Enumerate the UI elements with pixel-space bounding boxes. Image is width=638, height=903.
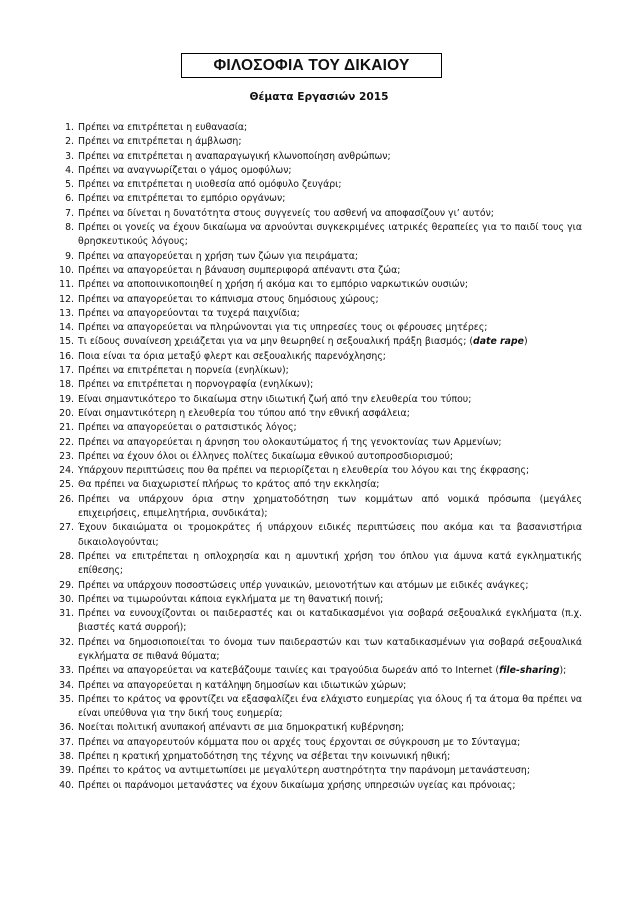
topic-question: Πρέπει να υπάρχουν ποσοστώσεις υπέρ γυναικών, μειονοτήτων και ατόμων με ειδικές ανάγκες; [78, 579, 529, 591]
topic-number: 19. [59, 393, 74, 405]
topic-item [56, 321, 582, 335]
topic-text [78, 421, 582, 435]
topic-text [78, 407, 582, 421]
topic-question: Πρέπει να αποποινικοποιηθεί η χρήση ή ακόμα και το εμπόριο ναρκωτικών ουσιών; [78, 279, 468, 291]
topic-item [56, 679, 582, 693]
topic-question: Νοείται πολιτική ανυπακοή απέναντι σε μια δημοκρατική κυβέρνηση; [78, 722, 405, 734]
topic-item [56, 521, 582, 550]
topic-item [56, 250, 582, 264]
topic-item [56, 421, 582, 435]
topic-item [56, 579, 582, 593]
document-subtitle: Θέματα Εργασιών 2015 [249, 91, 389, 103]
topic-number: 16. [59, 350, 74, 362]
topic-text [78, 335, 582, 349]
topic-number: 25. [59, 479, 74, 491]
topic-number: 32. [59, 636, 74, 648]
topic-text [78, 664, 582, 678]
topic-number: 6. [65, 193, 74, 205]
topic-number: 14. [59, 322, 74, 334]
topic-text [78, 393, 582, 407]
topic-question: Πρέπει να απαγορεύεται η άρνηση του ολοκαυτώματος ή της γενοκτονίας των Αρμενίων; [78, 436, 502, 448]
topic-item [56, 293, 582, 307]
topic-text [78, 192, 582, 206]
topic-number: 21. [59, 422, 74, 434]
topic-item [56, 464, 582, 478]
topic-question: Πρέπει να επιτρέπεται η αναπαραγωγική κλωνοποίηση ανθρώπων; [78, 150, 391, 162]
topic-question: Πρέπει οι γονείς να έχουν δικαίωμα να αρνούνται συγκεκριμένες ιατρικές θεραπείες για το παιδί τους για θρησκευτικούς λόγους; [78, 222, 582, 248]
topic-question: Πρέπει να απαγορεύεται το κάπνισμα στους δημόσιους χώρους; [78, 293, 379, 305]
topic-text [78, 436, 582, 450]
topic-number: 7. [65, 207, 74, 219]
topic-number: 27. [59, 522, 74, 534]
topic-number: 30. [59, 593, 74, 605]
topic-number: 20. [59, 407, 74, 419]
topic-number: 33. [59, 665, 74, 677]
topic-item [56, 207, 582, 221]
topic-text [78, 693, 582, 722]
topic-number: 31. [59, 608, 74, 620]
document-title: ΦΙΛΟΣΟΦΙΑ ΤΟΥ ΔΙΚΑΙΟΥ [213, 56, 410, 74]
topic-question: Πρέπει να δημοσιοποιείται το όνομα των παιδεραστών και των καταδικασμένων για σοβαρά σεξουαλικά εγκλήματα σε πιθανά θύματα; [78, 636, 582, 662]
topic-number: 40. [59, 779, 74, 791]
topic-question: Πρέπει να επιτρέπεται το εμπόριο οργάνων; [78, 193, 286, 205]
topic-number: 34. [59, 679, 74, 691]
topic-text [78, 207, 582, 221]
topic-text [78, 493, 582, 522]
topic-question: Πρέπει να απαγορεύεται να πληρώνονται για τις υπηρεσίες τους οι φέρουσες μητέρες; [78, 322, 488, 334]
topic-question: Πρέπει οι παράνομοι μετανάστες να έχουν δικαίωμα χρήσης υπηρεσιών υγείας και πρόνοιας; [78, 779, 516, 791]
topic-number: 28. [59, 550, 74, 562]
title-box [181, 53, 442, 78]
topic-question: Είναι σημαντικότερο το δικαίωμα στην ιδιωτική ζωή από την ελευθερία του τύπου; [78, 393, 472, 405]
topic-item [56, 393, 582, 407]
topic-number: 35. [59, 693, 74, 705]
topic-question: Πρέπει να επιτρέπεται η υιοθεσία από ομόφυλο ζευγάρι; [78, 179, 342, 191]
topic-text [78, 764, 582, 778]
topic-question: Ποια είναι τα όρια μεταξύ φλερτ και σεξουαλικής παρενόχλησης; [78, 350, 386, 362]
topic-text [78, 278, 582, 292]
topic-question: Πρέπει να επιτρέπεται η πορνεία (ενηλίκων); [78, 365, 289, 377]
topic-number: 18. [59, 379, 74, 391]
topic-text [78, 250, 582, 264]
topic-text [78, 321, 582, 335]
topic-question: Πρέπει το κράτος να φροντίζει να εξασφαλίζει ένα ελάχιστο ευημερίας για όλους ή τα άτομα θα πρέπει να είναι υπεύθυνα για την δική τους ευημερία; [78, 693, 582, 720]
topic-item [56, 436, 582, 450]
topic-question: Πρέπει να επιτρέπεται η οπλοχρησία και η αμυντική χρήση του όπλου για άμυνα κατά εγκληματικής επίθεσης; [78, 550, 582, 577]
topic-question: Πρέπει να απαγορεύονται τα τυχερά παιχνίδια; [78, 307, 300, 319]
topic-emphasis: file-sharing [499, 665, 560, 677]
topic-item [56, 192, 582, 206]
topic-question: Θα πρέπει να διαχωριστεί πλήρως το κράτος από την εκκλησία; [78, 479, 380, 491]
topic-item [56, 593, 582, 607]
topic-text [78, 721, 582, 735]
topic-question: Πρέπει να απαγορεύεται ο ρατσιστικός λόγος; [78, 422, 297, 434]
topic-emphasis: date rape [473, 336, 524, 348]
topic-text [78, 121, 582, 135]
topic-text [78, 264, 582, 278]
topic-number: 38. [59, 751, 74, 763]
topic-item [56, 221, 582, 250]
topic-question: Πρέπει να έχουν όλοι οι έλληνες πολίτες δικαίωμα εθνικού αυτοπροσδιορισμού; [78, 450, 454, 462]
topic-number: 10. [59, 264, 74, 276]
topic-question: Πρέπει να ευνουχίζονται οι παιδεραστές και οι καταδικασμένοι για σοβαρά σεξουαλικά εγκλήματα (π.χ. βιαστές κατά συρροή); [78, 608, 582, 634]
topic-question: Πρέπει να απαγορευτούν κόμματα που οι αρχές τους έρχονται σε σύγκρουση με το Σύνταγμα; [78, 736, 521, 748]
topic-text [78, 478, 582, 492]
topic-text [78, 636, 582, 665]
topic-question: Πρέπει να επιτρέπεται η ευθανασία; [78, 122, 248, 133]
topic-question: Πρέπει να επιτρέπεται η άμβλωση; [78, 136, 242, 148]
topic-text [78, 593, 582, 607]
topic-text [78, 164, 582, 178]
topic-text [78, 221, 582, 250]
topic-number: 29. [59, 579, 74, 591]
topic-item [56, 764, 582, 778]
topic-question: Πρέπει το κράτος να αντιμετωπίσει με μεγαλύτερη αυστηρότητα την παράνομη μετανάστευση; [78, 765, 530, 777]
topic-item [56, 664, 582, 678]
topic-question: Υπάρχουν περιπτώσεις που θα πρέπει να περιορίζεται η ελευθερία του λόγου και της έκφρασης; [78, 465, 530, 477]
topic-text [78, 779, 582, 793]
topic-item [56, 264, 582, 278]
topic-number: 2. [65, 136, 74, 148]
topic-item [56, 736, 582, 750]
topic-question: Πρέπει να απαγορεύεται η βάναυση συμπεριφορά απέναντι στα ζώα; [78, 264, 401, 276]
topic-item [56, 750, 582, 764]
topic-item [56, 550, 582, 579]
topic-number: 23. [59, 450, 74, 462]
topic-number: 4. [65, 164, 74, 176]
topic-number: 8. [65, 222, 74, 234]
topic-item [56, 164, 582, 178]
topic-item [56, 278, 582, 292]
topic-text [78, 178, 582, 192]
topic-text [78, 293, 582, 307]
topic-number: 26. [59, 493, 74, 505]
topic-question: Πρέπει να αναγνωρίζεται ο γάμος ομοφύλων; [78, 164, 292, 176]
topic-question: Τι είδους συναίνεση χρειάζεται για να μην θεωρηθεί η σεξουαλική πράξη βιασμός; ( [78, 336, 473, 348]
topic-item [56, 121, 582, 135]
topic-item [56, 150, 582, 164]
topic-item [56, 307, 582, 321]
topic-number: 3. [65, 150, 74, 162]
topic-item [56, 378, 582, 392]
topic-text [78, 579, 582, 593]
topic-number: 39. [59, 765, 74, 777]
topic-text [78, 450, 582, 464]
topic-item [56, 478, 582, 492]
topic-number: 24. [59, 465, 74, 477]
topic-number: 9. [65, 250, 74, 262]
topic-number: 5. [65, 179, 74, 191]
topic-question: Πρέπει να δίνεται η δυνατότητα στους συγγενείς του ασθενή να αποφασίζουν γι’ αυτόν; [78, 207, 494, 219]
topic-number: 17. [59, 365, 74, 377]
topics-list [56, 121, 582, 793]
topic-item [56, 178, 582, 192]
topic-question: Πρέπει να υπάρχουν όρια στην χρηματοδότηση των κομμάτων από νομικά πρόσωπα (μεγάλες επιχειρήσεις, επιμελητήρια, συνδικάτα); [78, 493, 582, 520]
topic-question: Πρέπει να επιτρέπεται η πορνογραφία (ενηλίκων); [78, 379, 314, 391]
topic-number: 22. [59, 436, 74, 448]
topic-text [78, 550, 582, 579]
topic-text [78, 736, 582, 750]
topic-item [56, 607, 582, 636]
topic-item [56, 721, 582, 735]
topic-text [78, 350, 582, 364]
topic-item [56, 450, 582, 464]
topic-item [56, 693, 582, 722]
topic-text [78, 135, 582, 149]
topic-text [78, 521, 582, 550]
topic-item [56, 135, 582, 149]
topic-number: 12. [59, 293, 74, 305]
topic-text [78, 364, 582, 378]
topic-question: Πρέπει να απαγορεύεται η χρήση των ζώων για πειράματα; [78, 250, 359, 262]
topic-question: Πρέπει να απαγορεύεται η κατάληψη δημοσίων και ιδιωτικών χώρων; [78, 679, 407, 691]
topic-text [78, 464, 582, 478]
topic-item [56, 335, 582, 349]
topic-text [78, 307, 582, 321]
topic-question: Είναι σημαντικότερη η ελευθερία του τύπου από την εθνική ασφάλεια; [78, 407, 410, 419]
topic-item [56, 493, 582, 522]
topic-text [78, 607, 582, 636]
topic-question: Πρέπει η κρατική χρηματοδότηση της τέχνης να σέβεται την κοινωνική ηθική; [78, 751, 451, 763]
topic-item [56, 779, 582, 793]
topic-item [56, 636, 582, 665]
topic-question: Έχουν δικαιώματα οι τρομοκράτες ή υπάρχουν ειδικές περιπτώσεις που ακόμα και τα βασανιστήρια δικαιολογούνται; [78, 522, 582, 548]
topic-number: 11. [59, 279, 74, 291]
topic-text [78, 679, 582, 693]
topic-item [56, 350, 582, 364]
topic-item [56, 407, 582, 421]
topic-number: 37. [59, 736, 74, 748]
topic-question: Πρέπει να τιμωρούνται κάποια εγκλήματα με τη θανατική ποινή; [78, 593, 384, 605]
topic-number: 13. [59, 307, 74, 319]
topic-suffix: ) [524, 336, 528, 348]
topic-text [78, 378, 582, 392]
topic-number: 1. [65, 122, 74, 133]
topic-number: 36. [59, 722, 74, 734]
topic-question: Πρέπει να απαγορεύεται να κατεβάζουμε ταινίες και τραγούδια δωρεάν από το Internet ( [78, 665, 500, 677]
topic-item [56, 364, 582, 378]
topic-text [78, 150, 582, 164]
topic-text [78, 750, 582, 764]
topic-suffix: ); [559, 665, 567, 677]
topic-number: 15. [59, 336, 74, 348]
